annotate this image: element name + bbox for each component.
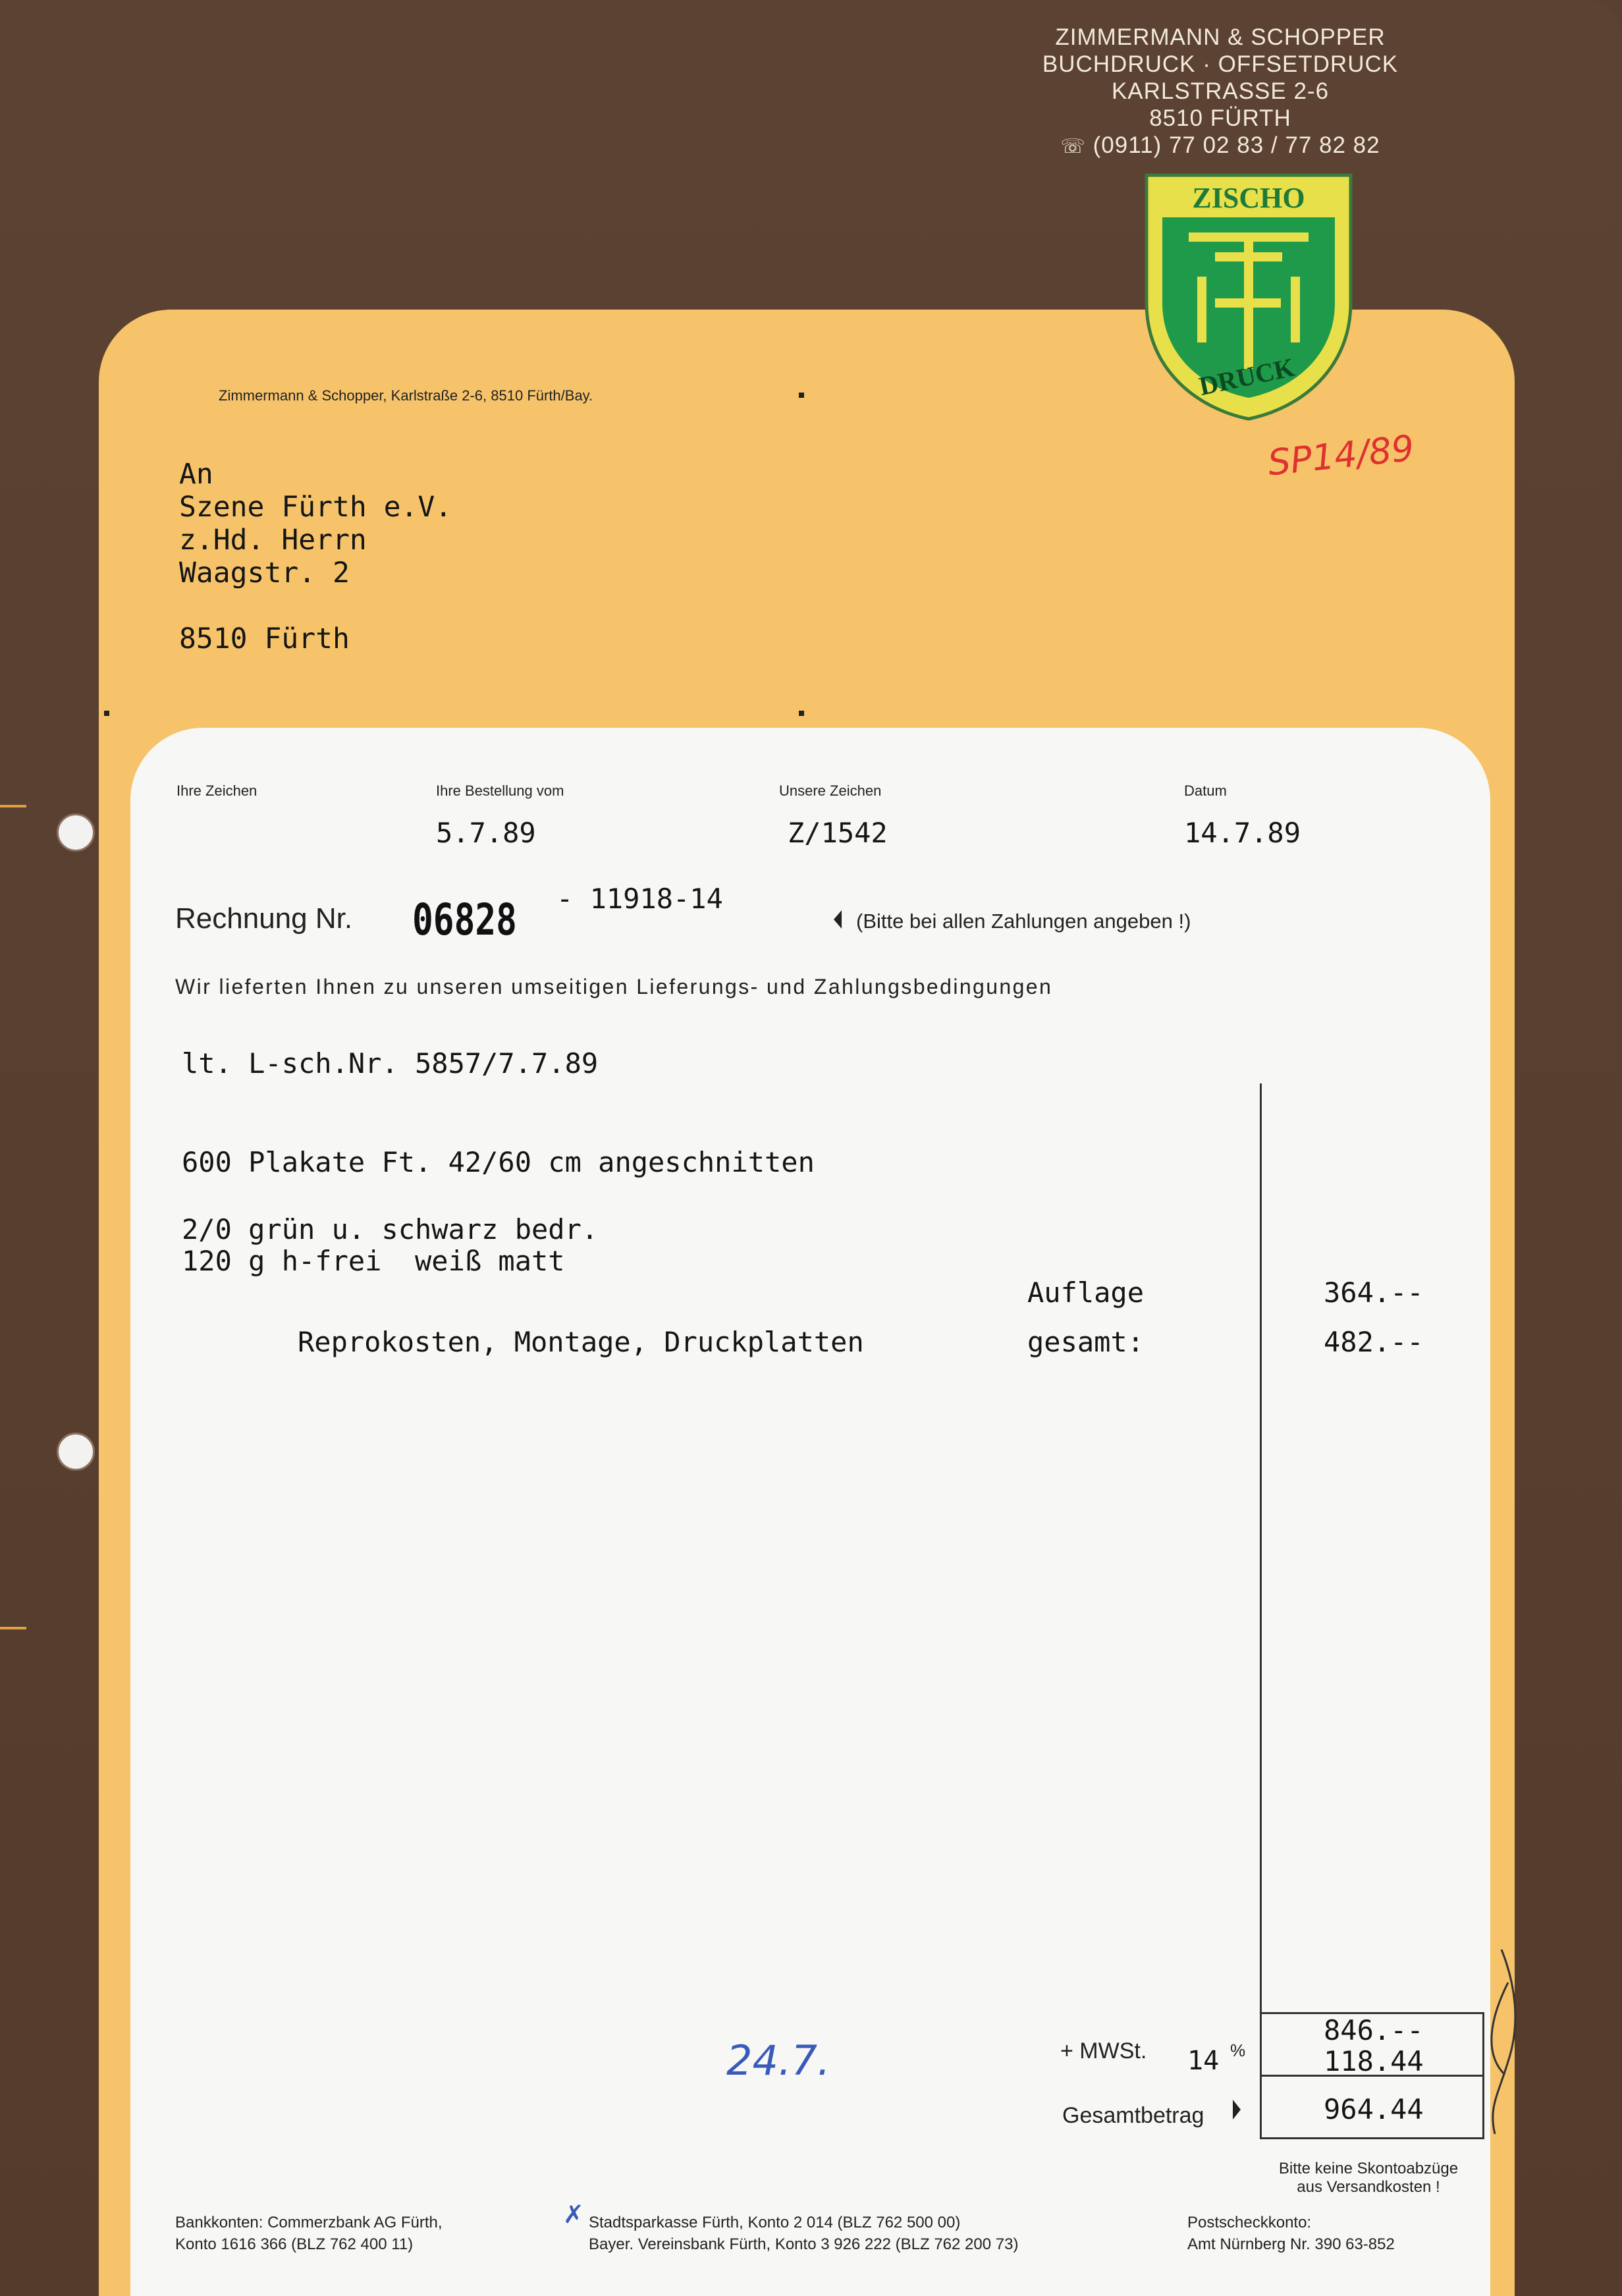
bestellung-value: 5.7.89: [436, 817, 536, 849]
item-spec-paper: 120 g h-frei weiß matt: [182, 1245, 565, 1277]
company-city: 8510 FÜRTH: [1149, 105, 1291, 131]
footer-line: Bayer. Vereinsbank Fürth, Konto 3 926 222 (BLZ 762 200 73): [589, 2235, 1019, 2253]
grand-total-value: 964.44: [1324, 2093, 1424, 2125]
auflage-value: 364.--: [1324, 1276, 1424, 1309]
item-spec-color: 2/0 grün u. schwarz bedr.: [182, 1213, 599, 1245]
skonto-note-line: Bitte keine Skontoabzüge: [1278, 2160, 1459, 2177]
phone-number: (0911) 77 02 83 / 77 82 82: [1093, 132, 1380, 158]
recipient-line: 8510 Fürth: [179, 622, 350, 655]
recipient-line: [179, 589, 452, 622]
amount-column-rule: [1260, 1083, 1262, 2137]
fold-dot: [799, 393, 804, 398]
handwritten-date: 24.7.: [726, 2036, 830, 2085]
skonto-note-line: aus Versandkosten !: [1297, 2178, 1440, 2196]
footer-bank-sparkasse: [589, 2212, 1018, 2255]
recipient-line: Waagstr. 2: [179, 557, 350, 589]
punch-hole: [57, 1433, 95, 1471]
handwritten-reference: SP14/89: [1266, 427, 1417, 484]
company-address: [1010, 24, 1431, 160]
fold-mark: [0, 1627, 26, 1629]
datum-label: Datum: [1184, 782, 1227, 799]
datum-value: 14.7.89: [1184, 817, 1301, 849]
mwst-value: 118.44: [1324, 2045, 1424, 2077]
company-street: KARLSTRASSE 2-6: [1111, 78, 1330, 104]
invoice-number-suffix: - 11918-14: [556, 883, 723, 915]
intro-text: Wir lieferten Ihnen zu unseren umseitigen Lieferungs- und Zahlungsbedingungen: [175, 975, 1053, 998]
skonto-note: [1257, 2160, 1480, 2197]
repro-label: Reprokosten, Montage, Druckplatten: [298, 1326, 864, 1358]
ihre-zeichen-label: Ihre Zeichen: [176, 782, 257, 799]
item-description: 600 Plakate Ft. 42/60 cm angeschnitten: [182, 1146, 815, 1178]
footer-line: Konto 1616 366 (BLZ 762 400 11): [175, 2235, 414, 2253]
zischo-druck-logo: [1143, 171, 1355, 422]
fold-dot: [799, 711, 804, 716]
arrow-right-icon: [1233, 2100, 1241, 2119]
gesamt-value: 482.--: [1324, 1326, 1424, 1358]
recipient-address: [179, 458, 452, 655]
punch-hole: [57, 813, 95, 852]
unsere-zeichen-value: Z/1542: [788, 817, 888, 849]
logo-top-text: ZISCHO: [1192, 182, 1305, 214]
gesamt-label: gesamt:: [1027, 1326, 1145, 1358]
footer-line: Stadtsparkasse Fürth, Konto 2 014 (BLZ 762 500 00): [589, 2214, 961, 2231]
footer-bank-commerzbank: [175, 2212, 443, 2255]
fold-dot: [104, 711, 109, 716]
bestellung-label: Ihre Bestellung vom: [436, 782, 564, 799]
company-name: ZIMMERMANN & SCHOPPER: [1055, 24, 1386, 50]
signature-scribble: [1475, 1943, 1528, 2141]
totals-rule: [1260, 2137, 1484, 2139]
grand-total-label: Gesamtbetrag: [1062, 2103, 1204, 2128]
telephone-icon: ☏: [1060, 136, 1086, 157]
company-phone: [1010, 132, 1431, 160]
recipient-line: z.Hd. Herrn: [179, 524, 367, 557]
delivery-note: lt. L-sch.Nr. 5857/7.7.89: [182, 1047, 599, 1080]
sender-line: Zimmermann & Schopper, Karlstraße 2-6, 8510 Fürth/Bay.: [219, 387, 593, 404]
auflage-label: Auflage: [1027, 1276, 1145, 1309]
mwst-rate: 14: [1187, 2046, 1220, 2076]
company-trade: BUCHDRUCK · OFFSETDRUCK: [1042, 51, 1399, 77]
arrow-left-icon: [834, 910, 842, 929]
recipient-line: An: [179, 458, 213, 491]
footer-postscheck: [1187, 2212, 1395, 2255]
fold-mark: [0, 805, 26, 807]
logo-bottom-text: DRUCK: [1196, 352, 1297, 402]
handwritten-cross-icon: ✗: [563, 2201, 584, 2229]
invoice-number: 06828: [412, 894, 517, 945]
invoice-label: Rechnung Nr.: [175, 902, 353, 935]
mwst-percent-sign: %: [1230, 2040, 1246, 2060]
mwst-label: + MWSt.: [1060, 2038, 1147, 2064]
footer-line: Postscheckkonto:: [1187, 2214, 1312, 2231]
unsere-zeichen-label: Unsere Zeichen: [779, 782, 882, 799]
footer-line: Amt Nürnberg Nr. 390 63-852: [1187, 2235, 1395, 2253]
footer-line: Bankkonten: Commerzbank AG Fürth,: [175, 2214, 443, 2231]
recipient-line: Szene Fürth e.V.: [179, 491, 452, 524]
subtotal-value: 846.--: [1324, 2014, 1424, 2046]
invoice-note: (Bitte bei allen Zahlungen angeben !): [856, 910, 1191, 933]
